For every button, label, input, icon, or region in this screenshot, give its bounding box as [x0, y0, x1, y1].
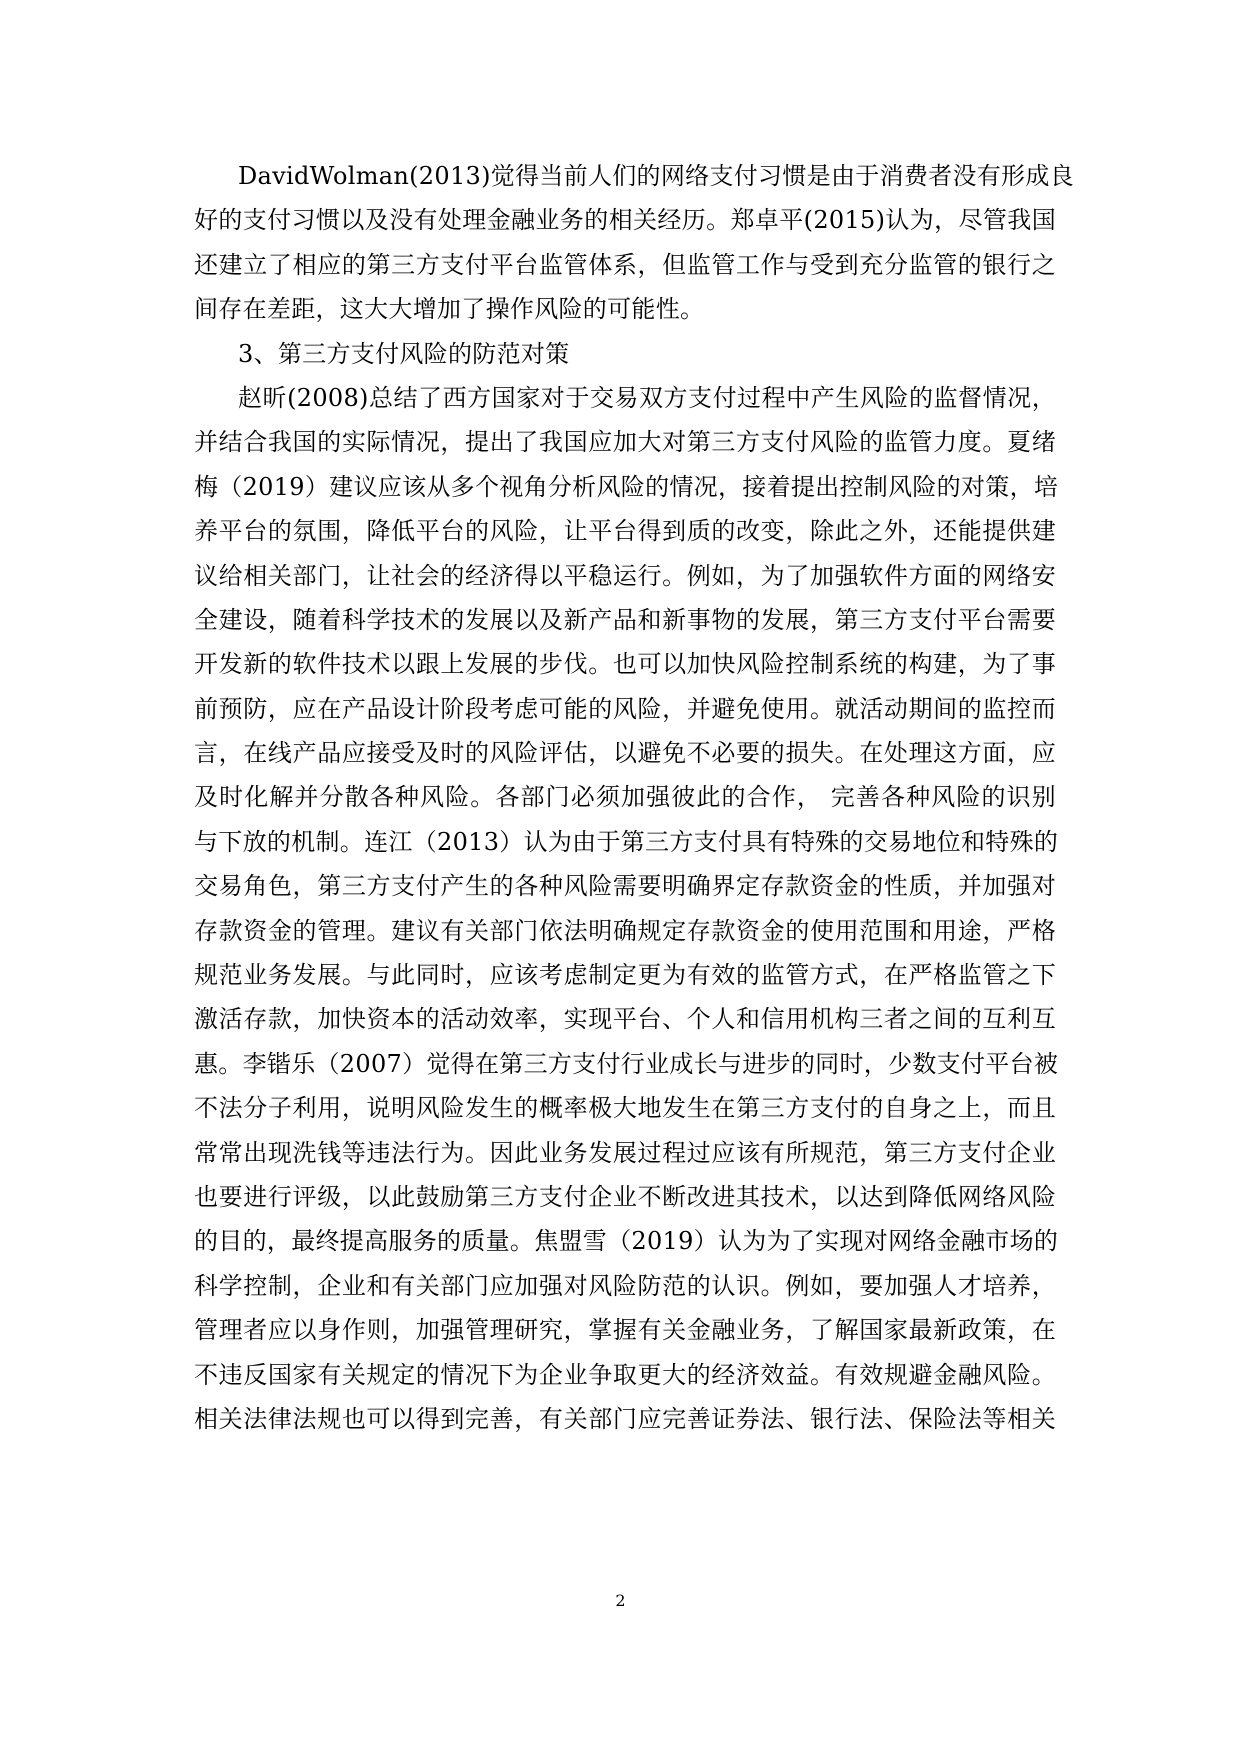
paragraph-line: 科学控制，企业和有关部门应加强对风险防范的认识。例如，要加强人才培养，	[194, 1271, 1056, 1300]
paragraph-line: 也要进行评级，以此鼓励第三方支付企业不断改进其技术，以达到降低网络风险	[194, 1182, 1056, 1211]
paragraph-line: DavidWolman(2013)觉得当前人们的网络支付习惯是由于消费者没有形成良	[238, 162, 1074, 190]
paragraph-line: 言，在线产品应接受及时的风险评估，以避免不必要的损失。在处理这方面，应	[194, 739, 1056, 768]
paragraph-line: 并结合我国的实际情况，提出了我国应加大对第三方支付风险的监管力度。夏绪	[194, 428, 1056, 457]
paragraph-line: 常常出现洗钱等违法行为。因此业务发展过程过应该有所规范，第三方支付企业	[194, 1138, 1056, 1167]
paragraph-line: 及时化解并分散各种风险。各部门必须加强彼此的合作， 完善各种风险的识别	[194, 783, 1056, 812]
paragraph-line: 激活存款，加快资本的活动效率，实现平台、个人和信用机构三者之间的互利互	[194, 1005, 1056, 1034]
paragraph-line: 间存在差距，这大大增加了操作风险的可能性。	[194, 295, 705, 324]
paragraph-line: 管理者应以身作则，加强管理研究，掌握有关金融业务，了解国家最新政策，在	[194, 1316, 1056, 1345]
paragraph-line: 存款资金的管理。建议有关部门依法明确规定存款资金的使用范围和用途，严格	[194, 916, 1056, 945]
paragraph-line: 养平台的氛围，降低平台的风险，让平台得到质的改变，除此之外，还能提供建	[194, 517, 1056, 546]
paragraph-line: 议给相关部门，让社会的经济得以平稳运行。例如，为了加强软件方面的网络安	[194, 561, 1056, 590]
paragraph-line: 与下放的机制。连江（2013）认为由于第三方支付具有特殊的交易地位和特殊的	[194, 827, 1059, 856]
paragraph-line: 相关法律法规也可以得到完善，有关部门应完善证券法、银行法、保险法等相关	[194, 1404, 1056, 1433]
paragraph-line: 不法分子利用，说明风险发生的概率极大地发生在第三方支付的自身之上，而且	[194, 1094, 1056, 1123]
page-number: 2	[615, 1591, 626, 1610]
paragraph-line: 赵昕(2008)总结了西方国家对于交易双方支付过程中产生风险的监督情况，	[238, 383, 1056, 412]
paragraph-line: 惠。李锴乐（2007）觉得在第三方支付行业成长与进步的同时，少数支付平台被	[194, 1049, 1059, 1078]
paragraph-line: 梅（2019）建议应该从多个视角分析风险的情况，接着提出控制风险的对策，培	[194, 472, 1059, 501]
paragraph-line: 开发新的软件技术以跟上发展的步伐。也可以加快风险控制系统的构建，为了事	[194, 650, 1056, 679]
paragraph-line: 的目的，最终提高服务的质量。焦盟雪（2019）认为为了实现对网络金融市场的	[194, 1227, 1059, 1256]
paragraph-line: 全建设，随着科学技术的发展以及新产品和新事物的发展，第三方支付平台需要	[194, 605, 1056, 634]
paragraph-line: 不违反国家有关规定的情况下为企业争取更大的经济效益。有效规避金融风险。	[194, 1360, 1056, 1389]
paragraph-line: 规范业务发展。与此同时，应该考虑制定更为有效的监管方式，在严格监管之下	[194, 961, 1056, 990]
body-text	[194, 154, 1074, 1441]
paragraph-line: 好的支付习惯以及没有处理金融业务的相关经历。郑卓平(2015)认为，尽管我国	[194, 206, 1056, 235]
paragraph-line: 交易角色，第三方支付产生的各种风险需要明确界定存款资金的性质，并加强对	[194, 872, 1056, 901]
section-heading: 3、第三方支付风险的防范对策	[238, 339, 570, 368]
paragraph-line: 还建立了相应的第三方支付平台监管体系，但监管工作与受到充分监管的银行之	[194, 250, 1056, 279]
paragraph-line: 前预防，应在产品设计阶段考虑可能的风险，并避免使用。就活动期间的监控而	[194, 694, 1056, 723]
